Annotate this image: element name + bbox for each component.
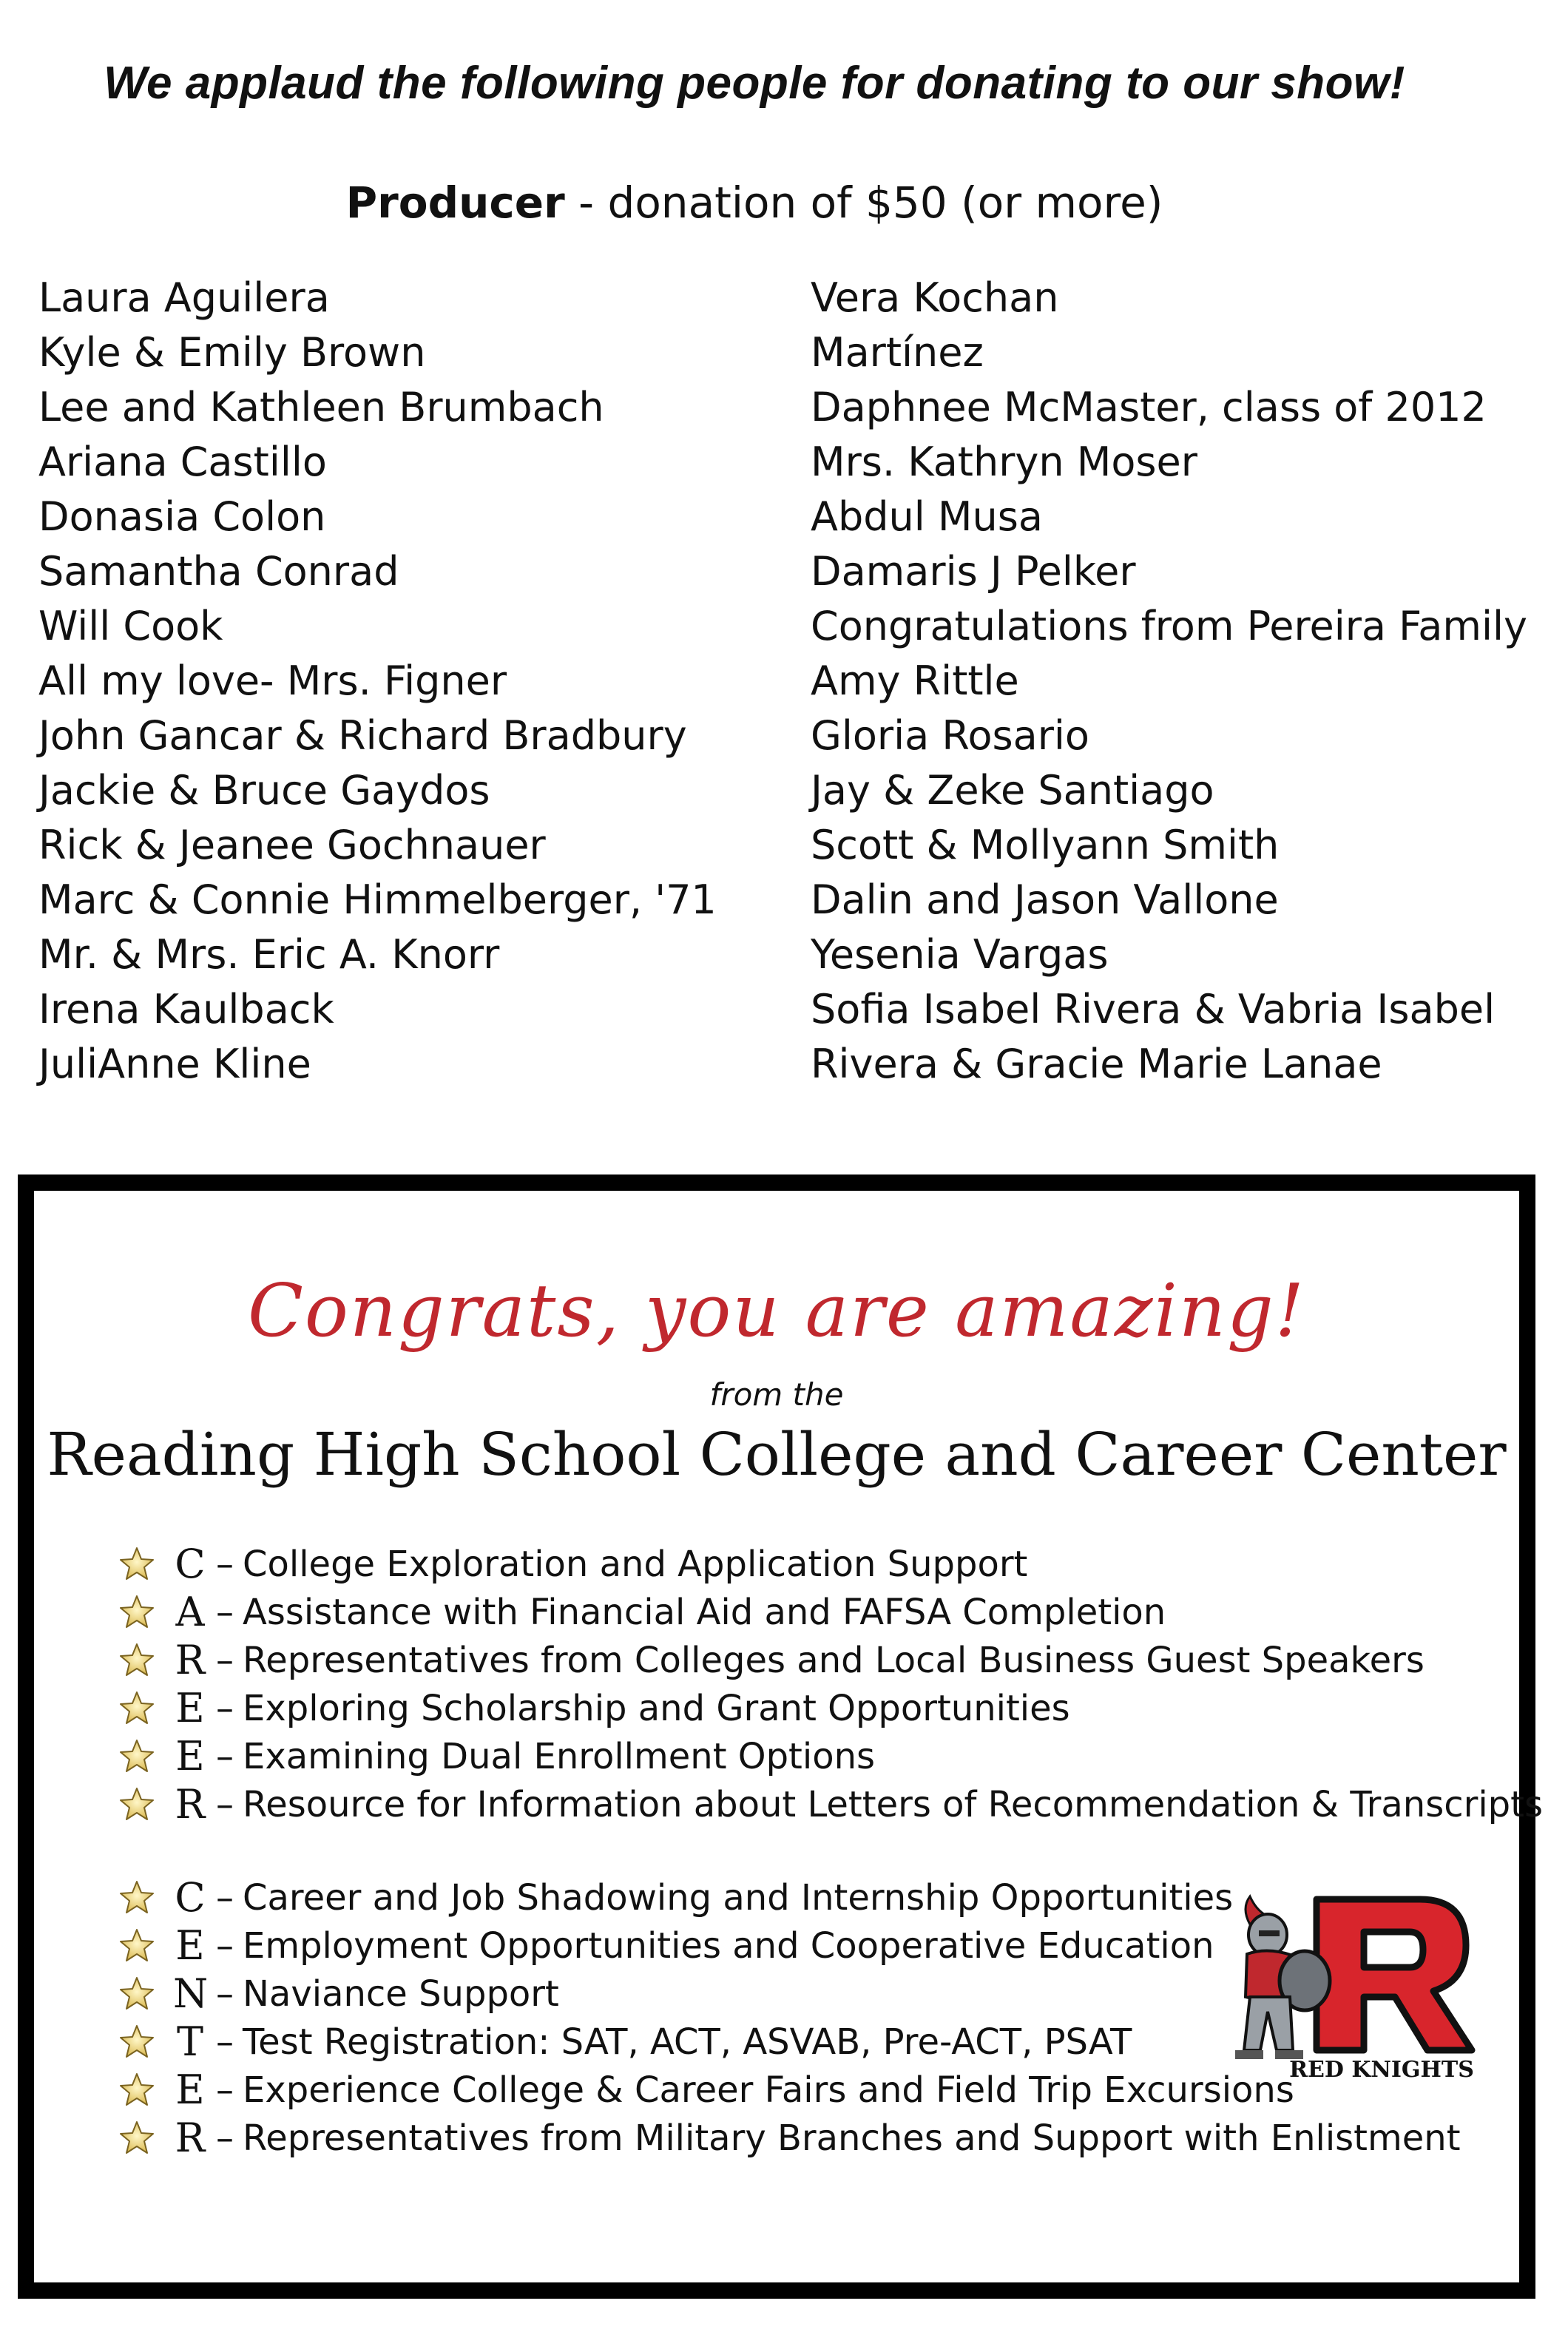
acrostic-dash: – [216,1973,234,2015]
donor-name: Damaris J Pelker [811,548,1136,595]
acrostic-letter: E [175,2066,205,2113]
donor-list-left [38,271,717,1092]
donor-name: Scott & Mollyann Smith [811,822,1280,868]
star-icon [118,1927,155,1964]
star-icon [118,1642,155,1679]
donor-name: Laura Aguilera [38,274,330,321]
donor-name: Gloria Rosario [811,712,1089,759]
acrostic-dash: – [216,2069,234,2111]
donor-name: Donasia Colon [38,493,326,540]
donor-name: Kyle & Emily Brown [38,329,426,376]
donor-name: John Gancar & Richard Bradbury [38,712,687,759]
star-icon [118,2072,155,2109]
acrostic-item [34,2114,1461,2162]
acrostic-dash: – [216,1639,234,1681]
donor-name: Jay & Zeke Santiago [811,767,1214,814]
donor-list-right [811,271,1527,1092]
college-acrostic-list [34,1540,1543,1828]
acrostic-item [34,1732,1543,1780]
acrostic-letter: N [173,1970,209,2017]
acrostic-text: Resource for Information about Letters of Recommendation & Transcripts [243,1783,1543,1825]
donor-name: Daphnee McMaster, class of 2012 [811,384,1487,430]
from-the-label: from the [709,1376,844,1413]
donor-name: Samantha Conrad [38,548,399,595]
acrostic-item [34,1780,1543,1828]
acrostic-text: Representatives from Military Branches and Support with Enlistment [243,2117,1461,2159]
star-icon [118,2024,155,2061]
donor-name: Sofia Isabel Rivera & Vabria Isabel [811,986,1496,1032]
acrostic-letter: T [176,2018,204,2065]
donor-name: Dalin and Jason Vallone [811,876,1279,923]
acrostic-dash: – [216,1924,234,1967]
acrostic-dash: – [216,1543,234,1585]
donor-name: Abdul Musa [811,493,1043,540]
star-icon [118,1975,155,2012]
logo-letter-r [1317,1899,1472,2050]
star-icon [118,1879,155,1916]
acrostic-dash: – [216,2021,234,2063]
acrostic-dash: – [216,1591,234,1633]
acrostic-letter: E [175,1685,205,1731]
acrostic-text: Exploring Scholarship and Grant Opportunities [243,1687,1070,1729]
acrostic-dash: – [216,1876,234,1919]
acrostic-text: Career and Job Shadowing and Internship Opportunities [243,1876,1234,1919]
donor-name: Marc & Connie Himmelberger, '71 [38,876,717,923]
acrostic-dash: – [216,1783,234,1825]
donor-name: Amy Rittle [811,658,1019,704]
acrostic-text: Experience College & Career Fairs and Field Trip Excursions [243,2069,1294,2111]
star-icon [118,1546,155,1583]
tier-name: Producer [345,178,565,228]
acrostic-item [34,1684,1543,1732]
acrostic-dash: – [216,2117,234,2159]
donor-name: Congratulations from Pereira Family [811,603,1527,649]
donor-name: Vera Kochan [811,274,1059,321]
star-icon [118,1786,155,1823]
donor-name: Will Cook [38,603,223,649]
donor-name: Lee and Kathleen Brumbach [38,384,604,430]
acrostic-letter: C [175,1874,206,1921]
acrostic-letter: C [175,1541,206,1587]
page-heading: We applaud the following people for donating to our show! [104,58,1405,109]
tier-description: - donation of $50 (or more) [564,178,1163,228]
acrostic-item [34,1540,1543,1588]
donor-name: Ariana Castillo [38,439,327,485]
congrats-headline: Congrats, you are amazing! [247,1269,1306,1353]
donor-name: Martínez [811,329,984,376]
career-center-ad [18,1174,1543,2299]
acrostic-text: Representatives from Colleges and Local Business Guest Speakers [243,1639,1425,1681]
acrostic-letter: R [175,1637,206,1683]
acrostic-text: Naviance Support [243,1973,559,2015]
acrostic-letter: A [175,1589,205,1635]
donor-name: Yesenia Vargas [811,931,1109,978]
red-knights-logo [1206,1886,1487,2086]
acrostic-letter: E [175,1733,205,1780]
acrostic-item [34,1588,1543,1636]
star-icon [118,1594,155,1631]
donor-name: Mrs. Kathryn Moser [811,439,1197,485]
donor-name: All my love- Mrs. Figner [38,658,507,704]
acrostic-dash: – [216,1687,234,1729]
star-icon [118,1690,155,1727]
donor-name: JuliAnne Kline [38,1041,311,1087]
acrostic-text: Examining Dual Enrollment Options [243,1735,875,1777]
acrostic-text: Test Registration: SAT, ACT, ASVAB, Pre-ACT, PSAT [243,2021,1132,2063]
donor-name: Rivera & Gracie Marie Lanae [811,1041,1382,1087]
donor-name: Mr. & Mrs. Eric A. Knorr [38,931,500,978]
donor-name: Jackie & Bruce Gaydos [38,767,490,814]
tier-heading [0,172,1509,234]
acrostic-letter: R [175,1781,206,1828]
star-icon [118,2120,155,2157]
acrostic-dash: – [216,1735,234,1777]
acrostic-text: Assistance with Financial Aid and FAFSA Completion [243,1591,1166,1633]
acrostic-text: Employment Opportunities and Cooperative Education [243,1924,1214,1967]
career-center-title: Reading High School College and Career Center [47,1420,1507,1489]
acrostic-item [34,1636,1543,1684]
donor-name: Irena Kaulback [38,986,334,1032]
acrostic-text: College Exploration and Application Support [243,1543,1028,1585]
acrostic-letter: E [175,1922,205,1969]
acrostic-letter: R [175,2115,206,2161]
donor-name: Rick & Jeanee Gochnauer [38,822,546,868]
logo-caption: RED KNIGHTS [1289,2057,1474,2083]
star-icon [118,1738,155,1775]
